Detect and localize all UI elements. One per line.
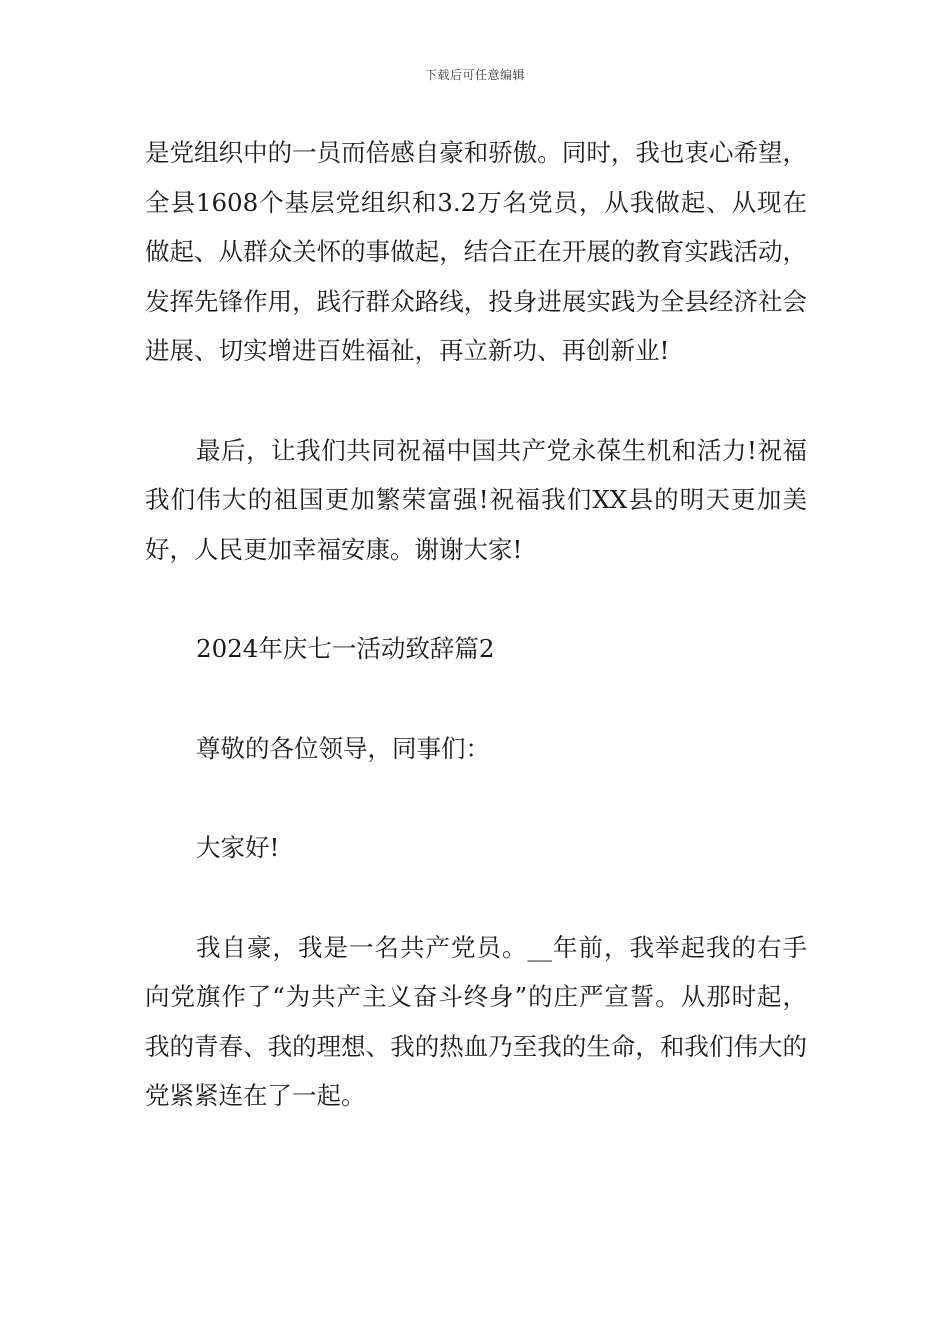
paragraph-closing-wishes: 最后，让我们共同祝福中国共产党永葆生机和活力!祝福我们伟大的祖国更加繁荣富强!祝福我们XX县的明天更加美好，人民更加幸福安康。谢谢大家! bbox=[145, 435, 807, 564]
section-heading: 2024年庆七一活动致辞篇2 bbox=[196, 634, 495, 663]
paragraph-continuation: 是党组织中的一员而倍感自豪和骄傲。同时，我也衷心希望，全县1608个基层党组织和3.2万名党员，从我做起、从现在做起、从群众关怀的事做起，结合正在开展的教育实践活动，发挥先锋作用，践行群众路线，投身进展实践为全县经济社会进展、切实增进百姓福祉，再立新功、再创新业! bbox=[145, 138, 807, 365]
paragraph-speech-body: 我自豪，我是一名共产党员。__年前，我举起我的右手向党旗作了“为共产主义奋斗终身”的庄严宣誓。从那时起，我的青春、我的理想、我的热血乃至我的生命，和我们伟大的党紧紧连在了一起。 bbox=[145, 932, 807, 1110]
paragraph-greeting: 大家好! bbox=[196, 833, 280, 862]
paragraph-salutation: 尊敬的各位领导，同事们： bbox=[196, 733, 490, 763]
page-header-note: 下载后可任意编辑 bbox=[424, 68, 525, 82]
document-body bbox=[145, 128, 807, 1121]
